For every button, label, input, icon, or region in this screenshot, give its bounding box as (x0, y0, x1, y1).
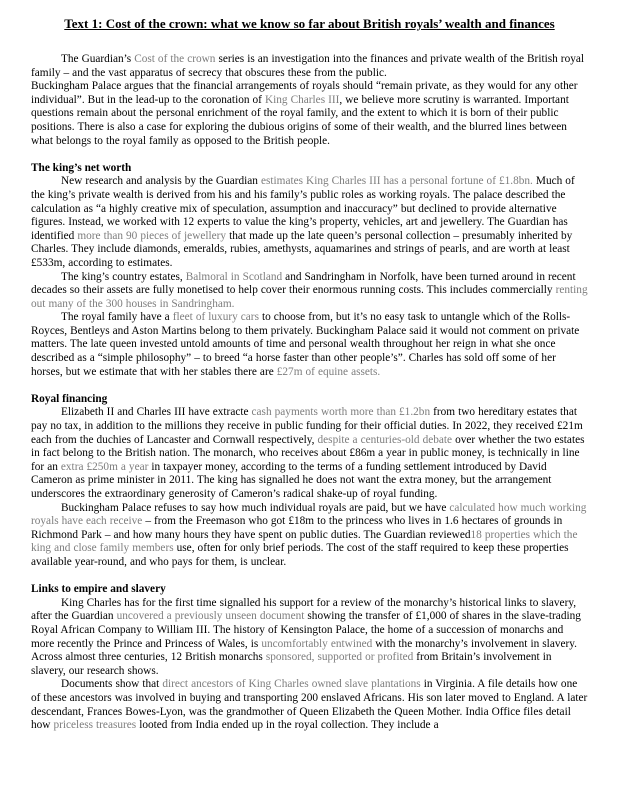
link-text[interactable]: King Charles III (264, 93, 340, 106)
text-run: Much of the king’s private wealth is derived from his and his family’s public roles as working royals. The palace described the calculation as “a highly creative mix of speculation, assumption and inaccuracy” but declined to provide alternative figures. Instead, we worked with 12 experts to value the king’s property, vehicles, art and jewellery. The Guardian has identified (31, 175, 575, 242)
text-run: in taxpayer money, according to the terms of a funding settlement introduced by David Cameron as prime minister in 2011. The king has signalled he does not want the extra money, but the arrangement underscores the extraordinary generosity of Cameron’s radical shake-up of royal funding. (31, 460, 552, 500)
section-heading: Links to empire and slavery (31, 583, 166, 596)
text-run: Buckingham Palace argues that the financial arrangements of royals should “remain private, as they would for any other individual”. But in the lead-up to the coronation of (31, 80, 578, 106)
paragraph (31, 271, 588, 312)
link-text[interactable]: calculated how much working royals have each receive (31, 501, 587, 528)
text-run: The king’s country estates, (61, 270, 186, 283)
text-run: with the monarchy’s involvement in slavery. Across almost three centuries, 12 British monarchs (31, 637, 577, 664)
link-text[interactable]: Cost of the crown (134, 53, 216, 65)
text-run: Elizabeth II and Charles III have extracte (61, 406, 252, 419)
text-run: – from the Freemason who got £18m to the princess who lives in 1.6 hectares of grounds in Richmond Park – and how many hours they have spent on public duties. The Guardian reviewed (31, 515, 563, 541)
text-run: from Britain’s involvement in slavery, our research shows. (31, 651, 552, 677)
section-heading: Royal financing (31, 392, 108, 405)
section (31, 53, 588, 148)
text-run: over whether the two estates in fact belong to the British nation. The monarch, who receives about £86m a year in public money, is technically in line for an (31, 433, 585, 473)
link-text[interactable]: renting out many of the 300 houses in Sandringham. (31, 284, 588, 310)
paragraph (31, 80, 588, 148)
paragraph (31, 502, 588, 570)
text-run: King Charles has for the first time signalled his support for a review of the monarchy’s historical links to slavery, after the Guardian (31, 596, 577, 623)
text-run: and Sandringham in Norfolk, have been turned around in recent decades so their assets are fully monetised to help cover their enormous running costs. This includes commercially (31, 270, 576, 297)
link-text[interactable]: despite a centuries-old debate (317, 433, 453, 446)
link-text[interactable]: estimates King Charles III has a personal fortune of £1.8bn. (260, 175, 533, 188)
paragraph (31, 597, 588, 679)
link-text[interactable]: priceless treasures (53, 719, 137, 732)
text-run: looted from India ended up in the royal collection. They include a (136, 719, 439, 732)
document-title: Text 1: Cost of the crown: what we know so far about British royals’ wealth and finances (64, 16, 555, 31)
link-text[interactable]: Balmoral in Scotland (185, 270, 283, 283)
text-run: The royal family have a (61, 311, 173, 324)
link-text[interactable]: sponsored, supported or profited (265, 651, 414, 664)
paragraph (31, 678, 588, 732)
paragraph (31, 311, 588, 379)
section (31, 393, 588, 570)
text-run: use, often for only brief periods. The cost of the staff required to keep these properties available year-round, and who pays for them, is unclear. (31, 542, 569, 568)
link-text[interactable]: cash payments worth more than £1.2bn (251, 406, 431, 419)
link-text[interactable]: extra £250m a year (60, 460, 149, 473)
section-heading: The king’s net worth (31, 161, 132, 174)
section (31, 583, 588, 733)
text-run: series is an investigation into the finances and private wealth of the British royal family – and the vast apparatus of secrecy that obscures these from the public. (31, 53, 585, 79)
text-run: showing the transfer of £1,000 of shares in the slave-trading Royal African Company to William III. The history of Kensington Palace, the home of a succession of monarchs and more recently the Prince and Princess of Wales, is (31, 610, 581, 650)
link-text[interactable]: direct ancestors of King Charles owned slave plantations (162, 678, 421, 691)
link-text[interactable]: uncomfortably entwined (261, 637, 373, 650)
link-text[interactable]: fleet of luxury cars (172, 311, 259, 324)
text-run: Buckingham Palace refuses to say how much individual royals are paid, but we have (61, 501, 450, 514)
link-text[interactable]: £27m of equine assets. (276, 365, 381, 378)
document-body (31, 53, 588, 733)
link-text[interactable]: more than 90 pieces of jewellery (77, 229, 227, 242)
text-run: from two hereditary estates that pay no tax, in addition to the millions they receive in public funding for their official duties. In 2022, they received £21m each from the duchies of Lancaster and Cornwall respectively, (31, 406, 583, 446)
text-run: Documents show that (61, 678, 163, 691)
text-run: that made up the late queen’s personal collection – presumably inherited by Charles. They include diamonds, emeralds, rubies, amethysts, aquamarines and strings of pearls, and are worth at least £533m, according to estimates. (31, 229, 573, 269)
text-run: New research and analysis by the Guardian (61, 175, 261, 188)
link-text[interactable]: uncovered a previously unseen document (116, 610, 305, 623)
paragraph (31, 175, 588, 270)
paragraph (31, 406, 588, 501)
text-run: The Guardian’s (61, 53, 135, 65)
paragraph (31, 53, 588, 80)
text-run: , we believe more scrutiny is warranted. Important questions remain about the personal enrichment of the royal family, and the extent to which it is born of their public positions. There is also a case for exploring the dubious origins of some of their wealth, and the blurred lines between what belongs to the royal family as opposed to the British people. (31, 93, 569, 147)
text-run: to choose from, but it’s no easy task to untangle which of the Rolls-Royces, Bentleys and Aston Martins belong to them privately. Buckingham Palace said it would not comment on private matters. The late queen invested untold amounts of time and personal wealth throughout her reign in what she once described as a “simple philosophy” – to breed “a horse faster than other people’s”. Charles has sold off some of her horses, but we estimate that with her stables there are (31, 311, 580, 378)
link-text[interactable]: 18 properties which the king and close family members (31, 528, 578, 555)
section (31, 162, 588, 380)
text-run: in Virginia. A file details how one of these ancestors was involved in buying and transporting 200 enslaved Africans. His son later moved to England. A later descendant, Frances Bowes-Lyon, was the grandmother of Queen Elizabeth the Queen Mother. India Office files detail how (31, 678, 588, 732)
